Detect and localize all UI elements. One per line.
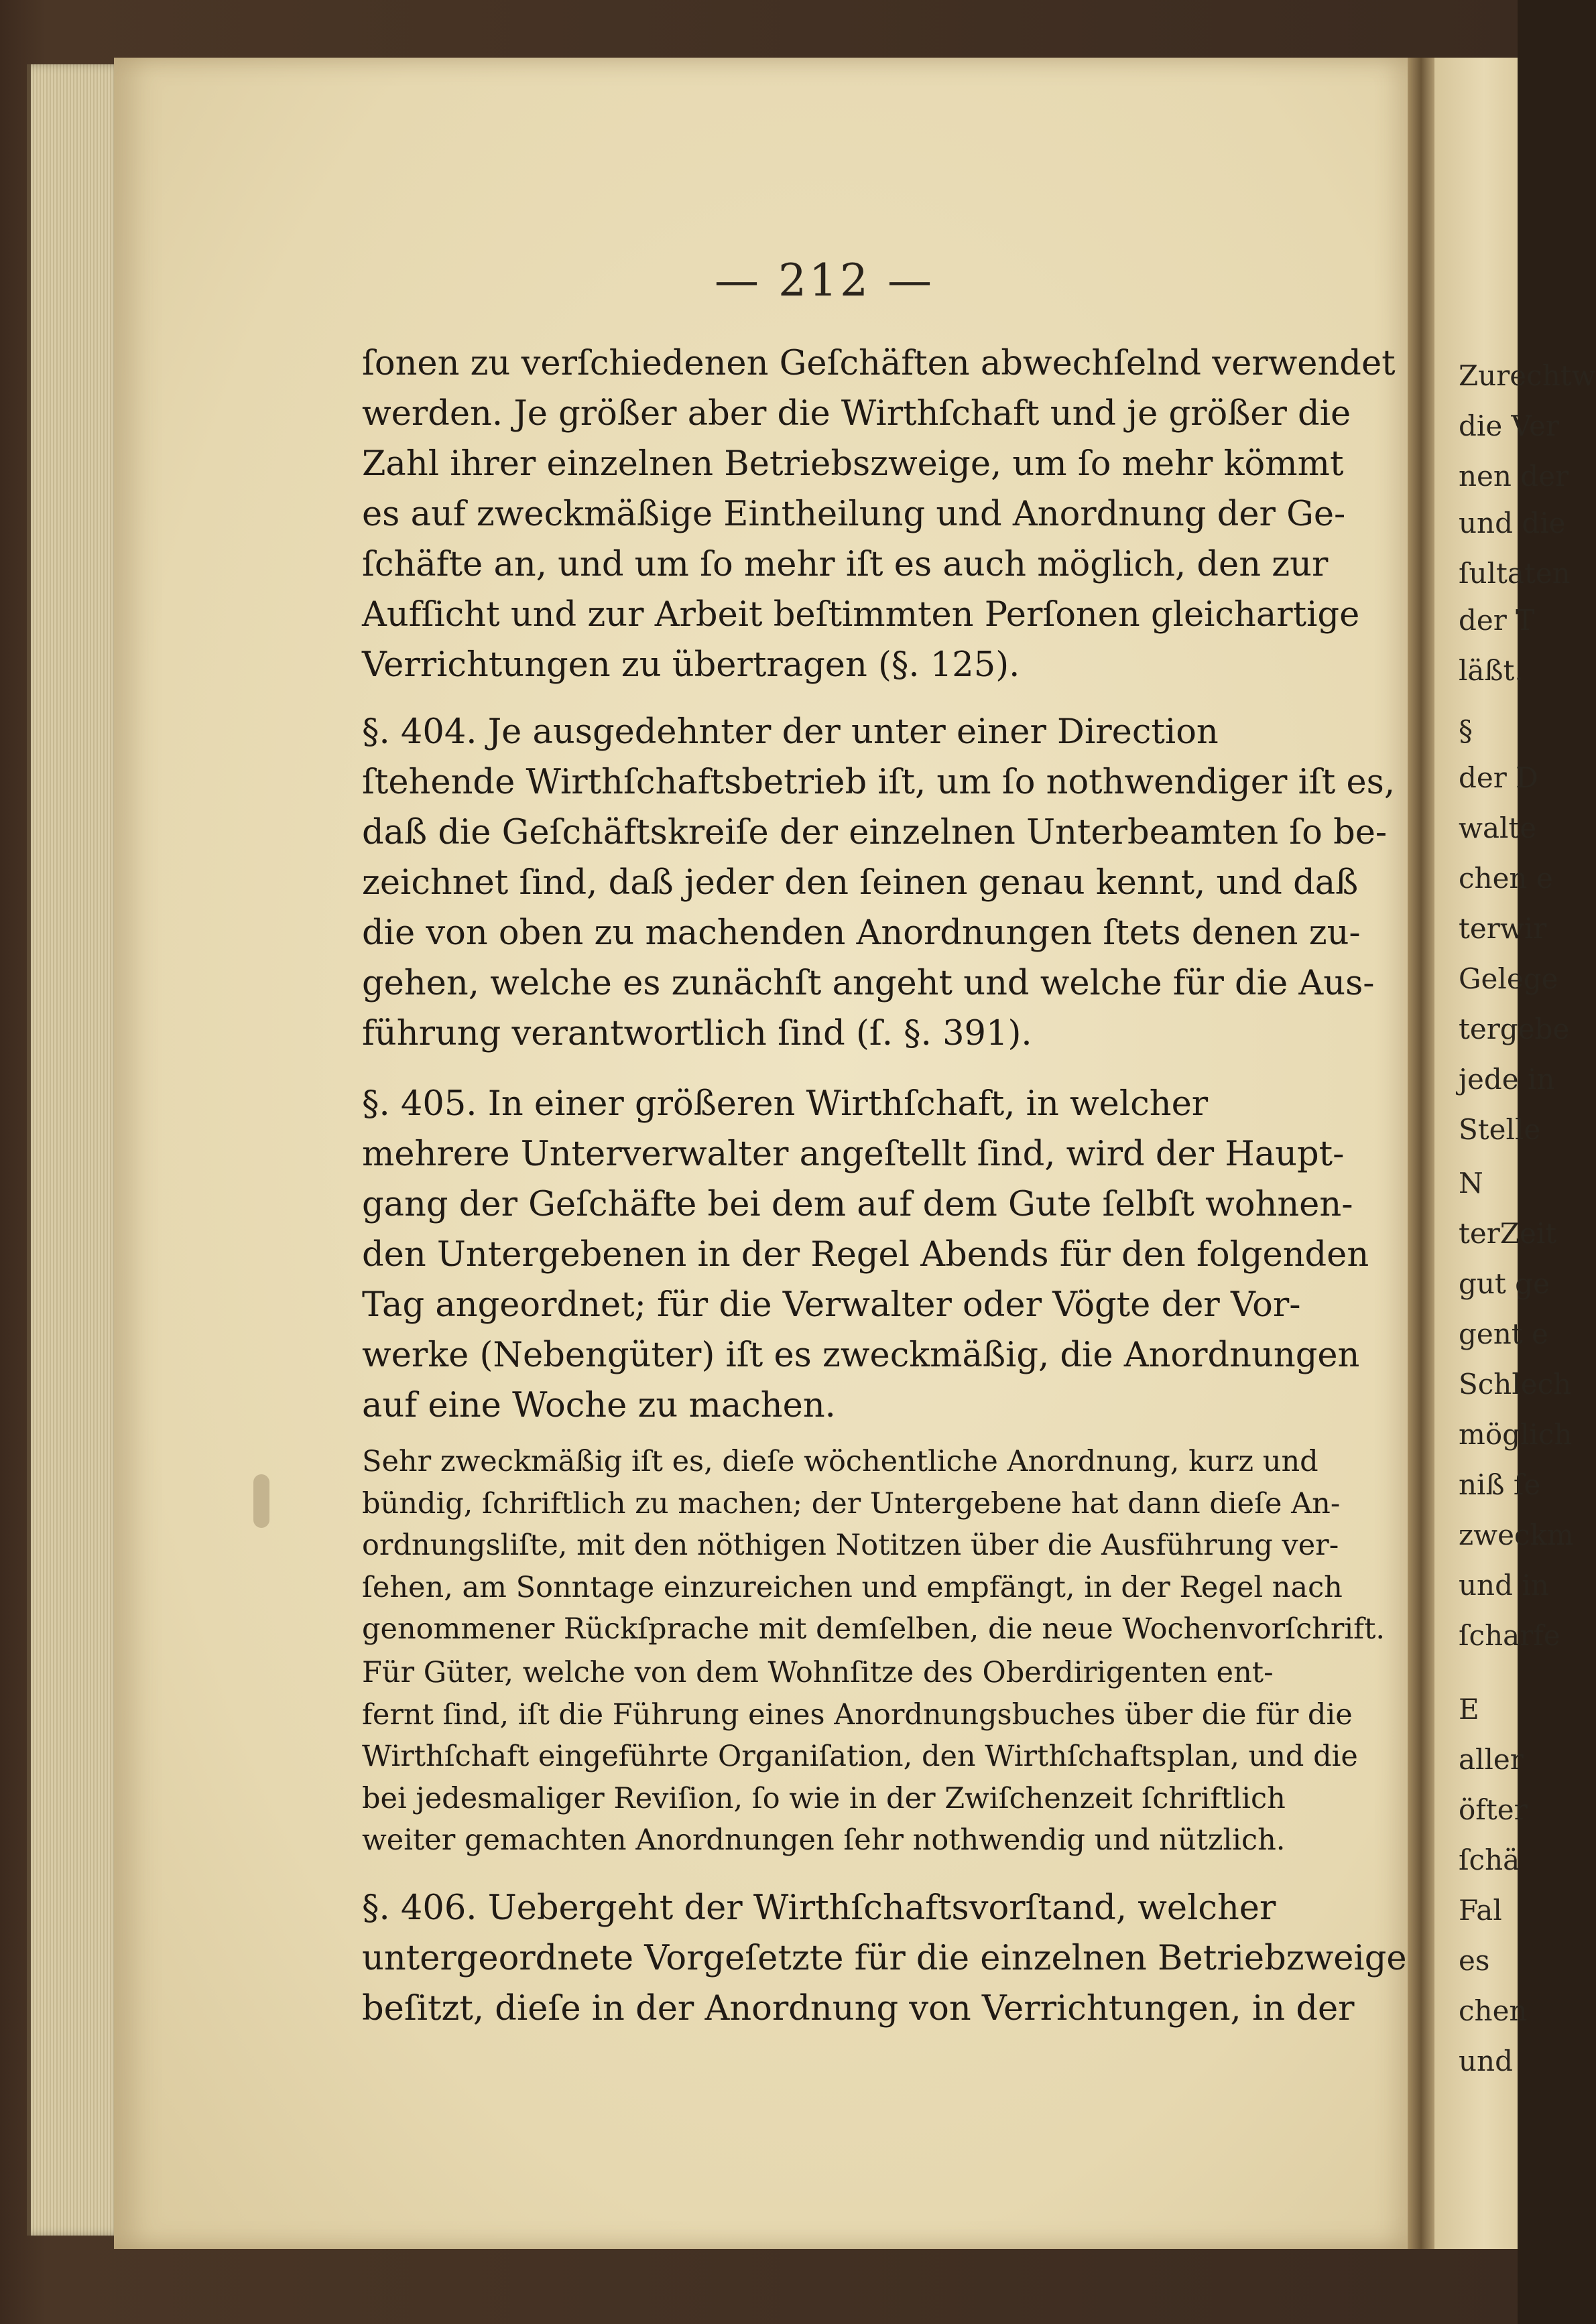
text-line: es auf zweckmäßige Eintheilung und Anordnung der Ge- <box>362 495 1346 534</box>
text-line: ſehen, am Sonntage einzureichen und empfängt, in der Regel nach <box>362 1570 1343 1604</box>
text-line: weiter gemachten Anordnungen ſehr nothwendig und nützlich. <box>362 1823 1286 1857</box>
text-line: ſchäfte an, und um ſo mehr iſt es auch möglich, den zur <box>362 545 1329 584</box>
text-line: werden. Je größer aber die Wirthſchaft und je größer die <box>362 394 1351 434</box>
margin-fragment: gent e <box>1459 1317 1548 1350</box>
text-line: führung verantwortlich ſind (ſ. §. 391). <box>362 1014 1032 1053</box>
text-line: gang der Geſchäfte bei dem auf dem Gute ſelbſt wohnen- <box>362 1185 1353 1224</box>
margin-fragment: die Ver <box>1459 409 1559 442</box>
text-line: Sehr zweckmäßig iſt es, dieſe wöchentliche Anordnung, kurz und <box>362 1445 1318 1478</box>
text-line: gehen, welche es zunächſt angeht und welche für die Aus- <box>362 964 1375 1003</box>
page-number: — 212 — <box>715 255 934 306</box>
margin-fragment: chen <box>1459 1994 1528 2027</box>
paragraph <box>362 707 1396 1059</box>
margin-fragment: ſchä <box>1459 1844 1520 1876</box>
text-line: Wirthſchaft eingeführte Organiſation, den Wirthſchaftsplan, und die <box>362 1740 1358 1773</box>
text-line: Aufſicht und zur Arbeit beſtimmten Perſonen gleichartige <box>362 595 1360 635</box>
text-line: mehrere Unterverwalter angeſtellt ſind, wird der Haupt- <box>362 1135 1345 1174</box>
margin-fragment: chen e <box>1459 862 1553 895</box>
page-mark <box>253 1474 269 1528</box>
margin-fragment: gut ge <box>1459 1267 1550 1300</box>
text-line: bündig, ſchriftlich zu machen; der Untergebene hat dann dieſe An- <box>362 1486 1341 1521</box>
margin-fragment: walte <box>1459 812 1537 844</box>
margin-fragment: Stelle <box>1459 1113 1541 1146</box>
margin-fragment: N <box>1459 1167 1483 1200</box>
margin-fragment: niß ſe <box>1459 1468 1541 1501</box>
margin-fragment: nen der <box>1459 460 1569 493</box>
text-line: bei jedesmaliger Reviſion, ſo wie in der Zwiſchenzeit ſchriftlich <box>362 1781 1286 1815</box>
margin-fragment: und die <box>1459 507 1566 539</box>
text-line: untergeordnete Vorgeſetzte für die einzelnen Betriebzweige <box>362 1939 1407 1978</box>
margin-fragment: tergebe <box>1459 1013 1570 1045</box>
margin-fragment: öfter <box>1459 1793 1528 1826</box>
margin-fragment: E <box>1459 1693 1479 1726</box>
margin-fragment: Zurechtw <box>1459 359 1596 392</box>
text-line: ordnungsliſte, mit den nöthigen Notitzen über die Ausführung ver- <box>362 1529 1339 1562</box>
margin-fragment: läßt. <box>1459 654 1524 687</box>
margin-fragment: terZeit <box>1459 1217 1557 1250</box>
margin-fragment: möglich <box>1459 1418 1573 1451</box>
margin-fragment: terwir <box>1459 912 1547 945</box>
text-line: genommener Rückſprache mit demſelben, die neue Wochenvorſchrift. <box>362 1612 1386 1646</box>
text-line: Verrichtungen zu übertragen (§. 125). <box>362 645 1020 685</box>
text-line: Tag angeordnet; für die Verwalter oder Vögte der Vor- <box>362 1285 1301 1325</box>
text-line: fernt ſind, iſt die Führung eines Anordnungsbuches über die für die <box>362 1697 1353 1732</box>
text-line: §. 404. Je ausgedehnter der unter einer Direction <box>362 712 1219 752</box>
text-line: Für Güter, welche von dem Wohnſitze des Oberdirigenten ent- <box>362 1656 1274 1689</box>
margin-fragment: aller <box>1459 1743 1524 1776</box>
paragraph <box>362 1441 1386 1651</box>
text-line: ſtehende Wirthſchaftsbetrieb iſt, um ſo nothwendiger iſt es, <box>362 763 1396 802</box>
text-line: ſonen zu verſchiedenen Geſchäften abwechſelnd verwendet <box>362 344 1396 383</box>
paragraph <box>362 338 1396 690</box>
paragraph <box>362 1883 1407 2034</box>
text-line: §. 406. Uebergeht der Wirthſchaftsvorſtand, welcher <box>362 1888 1276 1928</box>
paragraph <box>362 1652 1358 1862</box>
text-line: Zahl ihrer einzelnen Betriebszweige, um ſo mehr kömmt <box>362 444 1344 484</box>
text-line: den Untergebenen in der Regel Abends für den folgenden <box>362 1235 1369 1275</box>
text-line: beſitzt, dieſe in der Anordnung von Verrichtungen, in der <box>362 1989 1355 2028</box>
text-line: werke (Nebengüter) iſt es zweckmäßig, die Anordnungen <box>362 1336 1360 1375</box>
margin-fragment: Gelege <box>1459 962 1558 995</box>
text-line: zeichnet ſind, daß jeder den ſeinen genau kennt, und daß <box>362 863 1359 903</box>
margin-fragment: jede in <box>1459 1063 1555 1096</box>
margin-fragment: es <box>1459 1944 1490 1977</box>
margin-fragment: § <box>1459 714 1473 747</box>
text-line: daß die Geſchäftskreiſe der einzelnen Unterbeamten ſo be- <box>362 813 1388 852</box>
paragraph <box>362 1079 1369 1431</box>
text-line: auf eine Woche zu machen. <box>362 1386 836 1425</box>
margin-fragment: und in <box>1459 1569 1549 1602</box>
margin-fragment: Fal <box>1459 1894 1502 1927</box>
margin-fragment: zweckm <box>1459 1519 1574 1551</box>
margin-fragment: und <box>1459 2045 1513 2077</box>
next-page-sliver <box>1434 58 1596 2249</box>
margin-fragment: Schlech <box>1459 1368 1572 1401</box>
margin-fragment: ſultaten <box>1459 557 1571 590</box>
book-gutter <box>1408 58 1434 2249</box>
margin-fragment: der D <box>1459 761 1538 794</box>
text-line: §. 405. In einer größeren Wirthſchaft, in welcher <box>362 1084 1209 1124</box>
book-page-edges <box>27 64 125 2236</box>
margin-fragment: der T <box>1459 604 1535 637</box>
text-line: die von oben zu machenden Anordnungen ſtets denen zu- <box>362 913 1361 953</box>
margin-fragment: ſcharfe <box>1459 1619 1560 1652</box>
